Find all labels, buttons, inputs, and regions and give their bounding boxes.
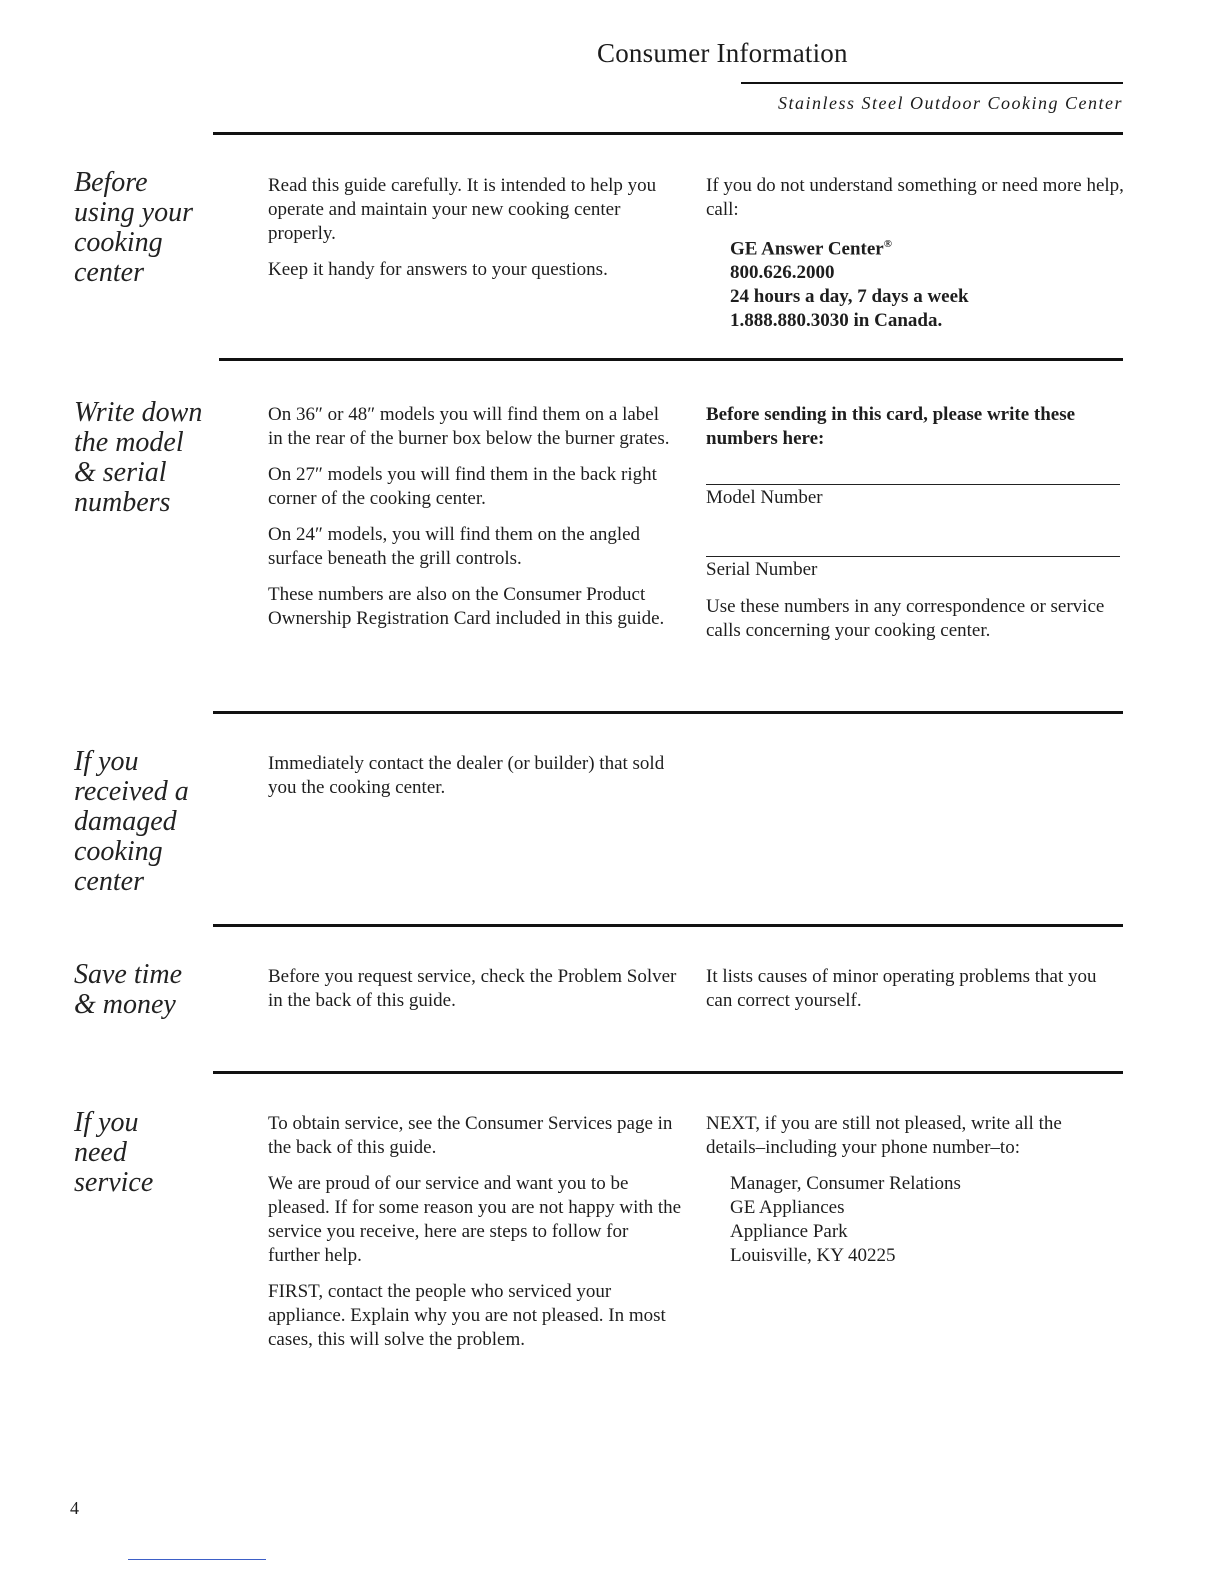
heading-damaged: If you received a damaged cooking center	[74, 746, 189, 897]
save-col1: Before you request service, check the Problem Solver in the back of this guide.	[268, 966, 677, 1011]
page-subtitle: Stainless Steel Outdoor Cooking Center	[778, 93, 1123, 113]
section-divider-before	[213, 132, 1123, 135]
contact-block: GE Answer Center® 800.626.2000 24 hours a day, 7 days a week 1.888.880.3030 in Canada.	[706, 232, 1126, 333]
section-divider-save	[213, 924, 1123, 927]
save-col2: It lists causes of minor operating problems that you can correct yourself.	[706, 966, 1097, 1011]
service-col2: NEXT, if you are still not pleased, write all the details–including your phone number–to: Manager, Consumer Relations GE Appliances Appliance Park Louisville, KY 40225	[706, 1112, 1122, 1268]
heading-write: Write down the model & serial numbers	[74, 397, 203, 518]
contact-phone: 800.626.2000	[730, 262, 835, 284]
model-number-label: Model Number	[706, 487, 823, 508]
write-instructions: Before sending in this card, please write these numbers here:	[706, 404, 1076, 449]
heading-before: Before using your cooking center	[74, 167, 193, 288]
section-divider-service	[213, 1071, 1123, 1074]
model-number-line	[706, 484, 1120, 485]
before-col2: If you do not understand something or need more help, call: GE Answer Center® 800.626.2000 24 hours a day, 7 days a week 1.888.880.3030 in Canada.	[706, 174, 1126, 333]
section-divider-write	[219, 358, 1123, 361]
damaged-col1: Immediately contact the dealer (or builder) that sold you the cooking center.	[268, 753, 665, 798]
contact-name: GE Answer Center	[730, 238, 884, 260]
page-edge-mark	[128, 1559, 266, 1560]
before-col1: Read this guide carefully. It is intended to help you operate and maintain your new cooking center properly. Keep it handy for answers to your questions.	[268, 175, 657, 280]
serial-number-label: Serial Number	[706, 559, 818, 580]
heading-save: Save time & money	[74, 959, 183, 1020]
heading-service: If you need service	[74, 1107, 154, 1198]
write-note: Use these numbers in any correspondence or service calls concerning your cooking center.	[706, 596, 1105, 641]
mailing-address: Manager, Consumer Relations GE Appliances Appliance Park Louisville, KY 40225	[730, 1173, 961, 1266]
write-col1: On 36″ or 48″ models you will find them on a label in the rear of the burner box below the burner grates. On 27″ models you will find them in the back right corner of the cooking center. On 24″ models, you will find them on the angled surface beneath the grill controls. These numbers are also on the Consumer Product Ownership Registration Card included in this guide.	[268, 404, 670, 629]
page-number: 4	[70, 1498, 79, 1518]
service-col1: To obtain service, see the Consumer Services page in the back of this guide. We are proud of our service and want you to be pleased. If for some reason you are not happy with the service you receive, here are steps to follow for further help. FIRST, contact the people who serviced your appliance. Explain why you are not pleased. In most cases, this will solve the problem.	[268, 1113, 682, 1350]
page-title: Consumer Information	[597, 38, 848, 68]
contact-canada: 1.888.880.3030 in Canada.	[730, 310, 943, 332]
contact-hours: 24 hours a day, 7 days a week	[730, 286, 969, 308]
section-divider-damaged	[213, 711, 1123, 714]
serial-number-line	[706, 556, 1120, 557]
header-rule	[741, 82, 1123, 84]
